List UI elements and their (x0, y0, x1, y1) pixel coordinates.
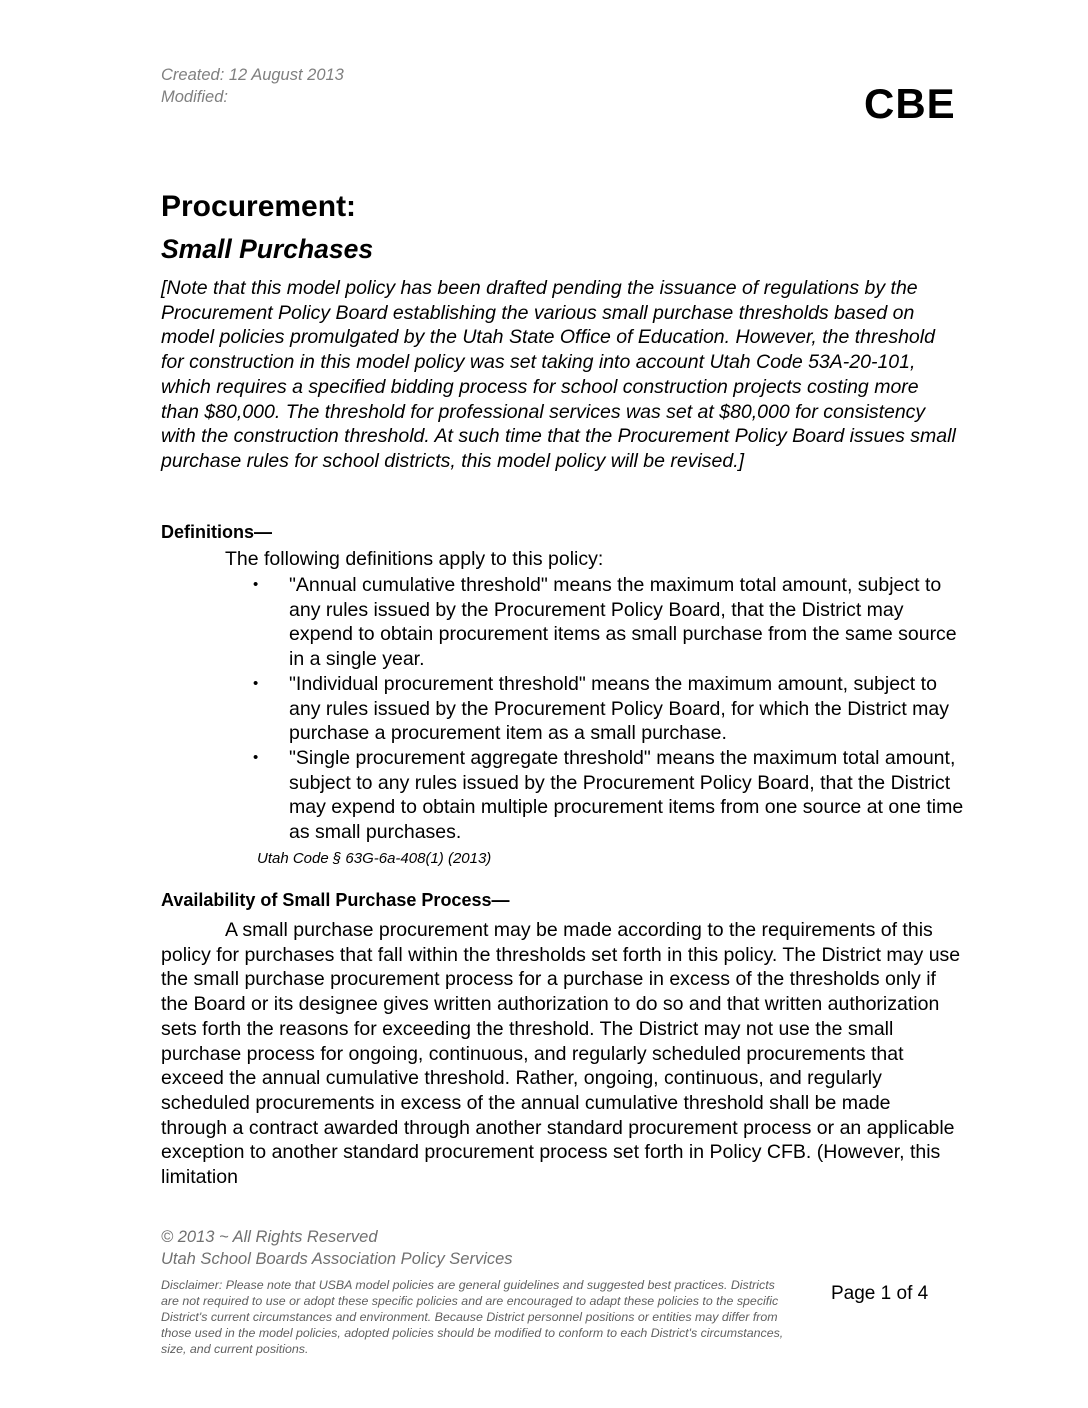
footer-disclaimer: Disclaimer: Please note that USBA model policies are general guidelines and suggested best practices. Districts are not required to use or adopt these specific policies and are encouraged to adapt these policies to the specific District's current circumstances and environment. Because District personnel positions or entities may differ from those used in the model policies, adopted policies should be modified to conform to each District's circumstances, size, and current positions. (161, 1278, 784, 1356)
bullet-icon: • (253, 748, 259, 766)
availability-heading: Availability of Small Purchase Process— (161, 890, 510, 910)
bullet-icon: • (253, 576, 259, 593)
list-item (225, 672, 965, 746)
drafting-note: [Note that this model policy has been drafted pending the issuance of regulations by the Procurement Policy Board establishing the various small purchase thresholds based on model policies promulgated by the Utah State Office of Education. However, the threshold for construction in this model policy was set taking into account Utah Code 53A-20-101, which requires a specified bidding process for school construction projects costing more than $80,000. The threshold for professional services was set at $80,000 for consistency with the construction threshold. At such time that the Procurement Policy Board issues small purchase rules for school districts, this model policy will be revised.] (161, 277, 956, 472)
list-item (225, 746, 965, 845)
definitions-heading: Definitions— (161, 522, 272, 542)
bullet-icon: • (253, 674, 259, 692)
legal-citation: Utah Code § 63G-6a-408(1) (2013) (257, 850, 492, 867)
policy-code: CBE (864, 80, 956, 127)
availability-paragraph: A small purchase procurement may be made according to the requirements of this policy for purchases that fall within the thresholds set forth in this policy. The District may use the small purchase procurement process for a purchase in excess of the thresholds only if the Board or its designee gives written authorization to do so and that written authorization sets forth the reasons for exceeding the threshold. The District may not use the small purchase process for ongoing, continuous, and regularly scheduled procurements that exceed the annual cumulative threshold. Rather, ongoing, continuous, and regularly scheduled procurements in excess of the annual cumulative threshold shall be made through a contract awarded through another standard procurement process or an applicable exception to another standard procurement process set forth in Policy CFB. (However, this limitation (161, 919, 961, 1189)
page-number: Page 1 of 4 (831, 1283, 929, 1304)
definition-text: "Single procurement aggregate threshold" means the maximum total amount, subject to any rules issued by the Procurement Policy Board, that the District may expend to obtain multiple procurement items from one source at one time as small purchases. (289, 746, 964, 844)
footer-copyright (161, 1226, 513, 1270)
list-item (225, 573, 965, 672)
definition-text: "Individual procurement threshold" means the maximum amount, subject to any rules issued by the Procurement Policy Board, for which the District may purchase a procurement item as a small purchase. (289, 672, 950, 745)
created-date: Created: 12 August 2013 (161, 66, 344, 84)
definitions-intro: The following definitions apply to this policy: (225, 548, 604, 570)
page-title: Procurement: (161, 190, 357, 223)
organization-line: Utah School Boards Association Policy Services (161, 1250, 513, 1268)
page-subtitle: Small Purchases (161, 234, 374, 264)
copyright-line: © 2013 ~ All Rights Reserved (161, 1228, 378, 1246)
document-dates (161, 64, 344, 108)
definitions-list (225, 573, 965, 845)
modified-date: Modified: (161, 88, 228, 106)
definition-text: "Annual cumulative threshold" means the maximum total amount, subject to any rules issued by the Procurement Policy Board, that the District may expend to obtain procurement items as small purchase from the same source in a single year. (289, 574, 957, 671)
